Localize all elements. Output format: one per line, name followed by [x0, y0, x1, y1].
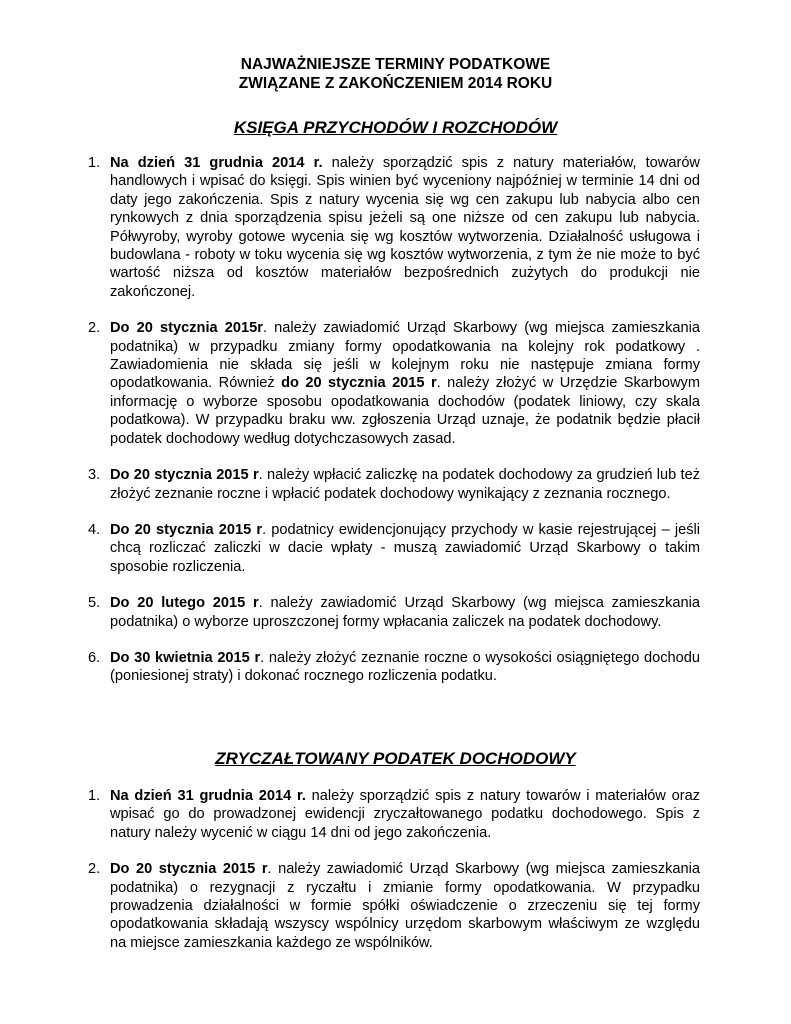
item-date: Do 20 stycznia 2015 r [110, 521, 263, 538]
item-date: Do 20 stycznia 2015r [110, 320, 263, 337]
item-number: 4. [88, 521, 101, 538]
section-heading-ryczalt: ZRYCZAŁTOWANY PODATEK DOCHODOWY [215, 749, 576, 768]
item-date: Do 30 kwietnia 2015 r [110, 649, 261, 666]
item-number: 5. [88, 595, 101, 612]
item-number: 6. [88, 649, 101, 666]
list-item [88, 466, 700, 503]
item-text-secondary: . należy złożyć w Urzędzie Skarbowym informację o wyborze sposobu opodatkowania dochodów (podatek liniowy, czy skala podatkowa). W przypadku braku ww. zgłoszenia Urząd uznaje, że podatnik będzie płacił podatek dochodowy według dotychczasowych zasad. [110, 375, 700, 447]
list-item [88, 521, 700, 576]
item-text: . należy zawiadomić Urząd Skarbowy (wg miejsca zamieszkania podatnika) w przypadku zmiany formy opodatkowania na kolejny rok podatkowy . Zawiadomienia nie składa się jeśli w kolejnym roku nie następuje zmiana formy opodatkowania. Również [110, 320, 700, 392]
item-text: . podatnicy ewidencjonujący przychody w kasie rejestrującej – jeśli chcą rozliczać zaliczki w dacie wpłaty - muszą zawiadomić Urząd Skarbowy o takim sposobie rozliczenia. [110, 521, 701, 575]
item-date-secondary: do 20 stycznia 2015 r [281, 375, 437, 392]
item-number: 2. [88, 320, 101, 337]
item-date: Na dzień 31 grudnia 2014 r. [110, 155, 323, 171]
item-text: należy sporządzić spis z natury towarów i materiałów oraz wpisać go do prowadzonej ewidencji zryczałtowanego podatku dochodowego. Spis z natury należy wycenić w ciągu 14 dni od jego zakończenia. [110, 788, 700, 841]
item-number: 1. [88, 788, 101, 804]
section-heading-ksiega: KSIĘGA PRZYCHODÓW I ROZCHODÓW [233, 118, 558, 137]
title-line-1: NAJWAŻNIEJSZE TERMINY PODATKOWE [240, 56, 551, 73]
item-date: Do 20 stycznia 2015 r [110, 467, 259, 484]
list-item [88, 594, 700, 631]
item-text: . należy złożyć zeznanie roczne o wysokości osiągniętego dochodu (poniesionej straty) i dokonać rocznego rozliczenia podatku. [110, 649, 700, 685]
list-item [88, 860, 700, 952]
item-date: Do 20 stycznia 2015 r [110, 861, 268, 878]
list-item [88, 787, 700, 842]
ksiega-deadlines-list [88, 154, 700, 704]
document-title [0, 55, 791, 93]
item-text: należy sporządzić spis z natury materiałów, towarów handlowych i wpisać do księgi. Spis winien być wyceniony najpóźniej w terminie 14 dni od daty jego zakończenia. Spis z natury wycenia się wg cen zakupu lub nabycia albo cen rynkowych z dnia sporządzenia spisu jeżeli są one niższe od cen zakupu lub nabycia. Półwyroby, wyroby gotowe wycenia się wg kosztów wytworzenia. Działalność usługowa i budowlana - roboty w toku wycenia się wg kosztów wytworzenia, z tym że nie może to być wartość niższa od kosztów materiałów bezpośrednich zużytych do produkcji nie zakończonej. [110, 155, 700, 300]
item-date: Do 20 lutego 2015 r [110, 595, 259, 612]
item-number: 1. [88, 155, 101, 171]
list-item [88, 154, 700, 301]
item-number: 2. [88, 861, 101, 878]
list-item [88, 649, 700, 686]
list-item [88, 319, 700, 448]
ryczalt-deadlines-list [88, 787, 700, 970]
item-text: . należy wpłacić zaliczkę na podatek dochodowy za grudzień lub też złożyć zeznanie roczne i wpłacić podatek dochodowy wynikający z zeznania rocznego. [110, 467, 701, 502]
item-number: 3. [88, 467, 101, 484]
item-date: Na dzień 31 grudnia 2014 r. [110, 788, 306, 804]
title-line-2: ZWIĄZANE Z ZAKOŃCZENIEM 2014 ROKU [238, 75, 553, 92]
item-text: . należy zawiadomić Urząd Skarbowy (wg miejsca zamieszkania podatnika) o rezygnacji z ryczałtu i zmianie formy opodatkowania. W przypadku prowadzenia działalności w formie spółki oświadczenie o zrzeczeniu się tej formy opodatkowania składają wszyscy wspólnicy urzędom skarbowym właściwym ze względu na miejsce zamieszkania każdego ze wspólników. [110, 861, 701, 951]
item-text: . należy zawiadomić Urząd Skarbowy (wg miejsca zamieszkania podatnika) o wyborze uproszczonej formy wpłacania zaliczek na podatek dochodowy. [110, 595, 700, 630]
